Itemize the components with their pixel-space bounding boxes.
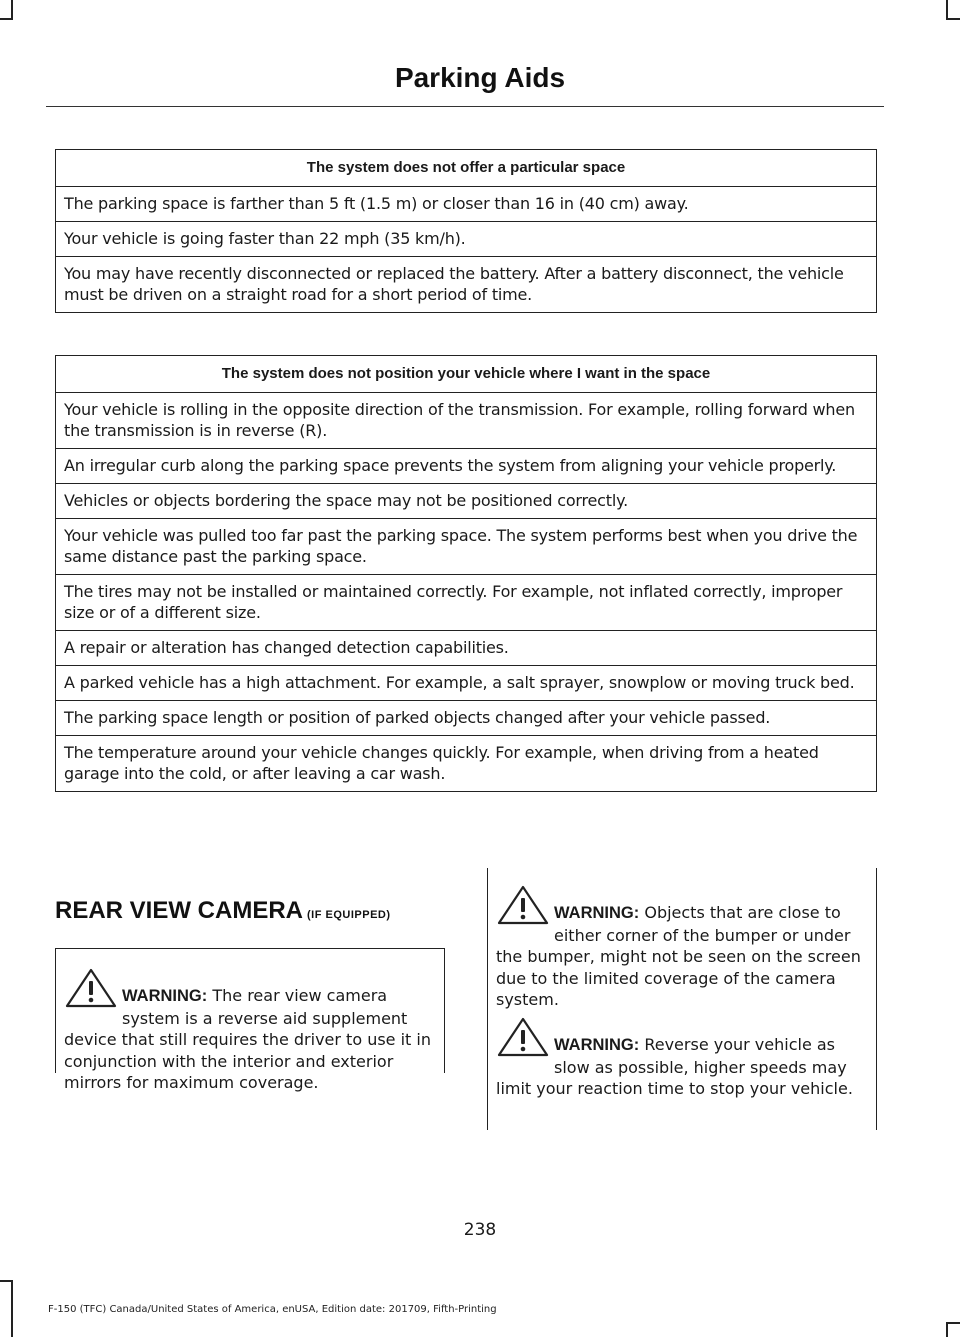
warning-triangle-icon bbox=[496, 884, 550, 926]
warning-box-right bbox=[487, 868, 877, 1130]
title-divider bbox=[46, 106, 884, 107]
table-row: An irregular curb along the parking space prevents the system from aligning your vehicle properly. bbox=[56, 449, 876, 484]
warning-text: Reverse your vehicle as slow as possible, higher speeds may limit your reaction time to stop your vehicle. bbox=[496, 1035, 853, 1098]
table-row: The parking space length or position of parked objects changed after your vehicle passed. bbox=[56, 701, 876, 736]
crop-mark bbox=[11, 0, 13, 18]
crop-mark bbox=[11, 1280, 13, 1337]
page-title: Parking Aids bbox=[394, 62, 566, 93]
table-no-space-offered bbox=[55, 149, 877, 313]
crop-mark bbox=[946, 18, 960, 20]
warning-item bbox=[64, 985, 438, 1094]
table-row: Your vehicle is going faster than 22 mph (35 km/h). bbox=[56, 222, 876, 257]
warning-box-left bbox=[55, 948, 445, 1092]
table-header: The system does not position your vehicle where I want in the space bbox=[56, 356, 876, 393]
crop-mark bbox=[946, 0, 948, 18]
warning-text: The rear view camera system is a reverse aid supplement device that still requires the driver to use it in conjunction with the interior and exterior mirrors for maximum coverage. bbox=[64, 986, 431, 1092]
table-row: You may have recently disconnected or replaced the battery. After a battery disconnect, the vehicle must be driven on a straight road for a short period of time. bbox=[64, 264, 844, 304]
warning-item bbox=[496, 902, 870, 1011]
warning-item bbox=[496, 1034, 870, 1100]
section-qualifier: (IF EQUIPPED) bbox=[307, 909, 391, 921]
crop-mark bbox=[0, 1280, 13, 1282]
table-row: The tires may not be installed or maintained correctly. For example, not inflated correctly, improper size or of a different size. bbox=[56, 575, 876, 631]
section-heading bbox=[55, 897, 391, 925]
page-number: 238 bbox=[463, 1220, 497, 1240]
section-title: REAR VIEW CAMERA bbox=[55, 897, 304, 924]
warning-triangle-icon bbox=[64, 967, 118, 1009]
warning-label: WARNING: bbox=[554, 1036, 640, 1054]
table-header: The system does not offer a particular space bbox=[56, 150, 876, 187]
table-row: Your vehicle is rolling in the opposite direction of the transmission. For example, rolling forward when the transmission is in reverse (R). bbox=[56, 393, 876, 449]
table-row: A repair or alteration has changed detection capabilities. bbox=[56, 631, 876, 666]
crop-mark bbox=[946, 1322, 960, 1324]
table-row: Vehicles or objects bordering the space may not be positioned correctly. bbox=[56, 484, 876, 519]
table-row: A parked vehicle has a high attachment. For example, a salt sprayer, snowplow or moving truck bed. bbox=[56, 666, 876, 701]
table-row: The temperature around your vehicle changes quickly. For example, when driving from a heated garage into the cold, or after leaving a car wash. bbox=[64, 743, 819, 783]
edition-footer: F-150 (TFC) Canada/United States of America, enUSA, Edition date: 201709, Fifth-Printing bbox=[48, 1304, 497, 1315]
table-wrong-position bbox=[55, 355, 877, 792]
table-row: The parking space is farther than 5 ft (1.5 m) or closer than 16 in (40 cm) away. bbox=[56, 187, 876, 222]
warning-label: WARNING: bbox=[554, 904, 640, 922]
crop-mark bbox=[0, 18, 13, 20]
table-row: Your vehicle was pulled too far past the parking space. The system performs best when you drive the same distance past the parking space. bbox=[56, 519, 876, 575]
warning-label: WARNING: bbox=[122, 987, 208, 1005]
crop-mark bbox=[946, 1322, 948, 1337]
warning-triangle-icon bbox=[496, 1016, 550, 1058]
warning-text: Objects that are close to either corner of the bumper or under the bumper, might not be seen on the screen due to the limited coverage of the camera system. bbox=[496, 903, 861, 1009]
